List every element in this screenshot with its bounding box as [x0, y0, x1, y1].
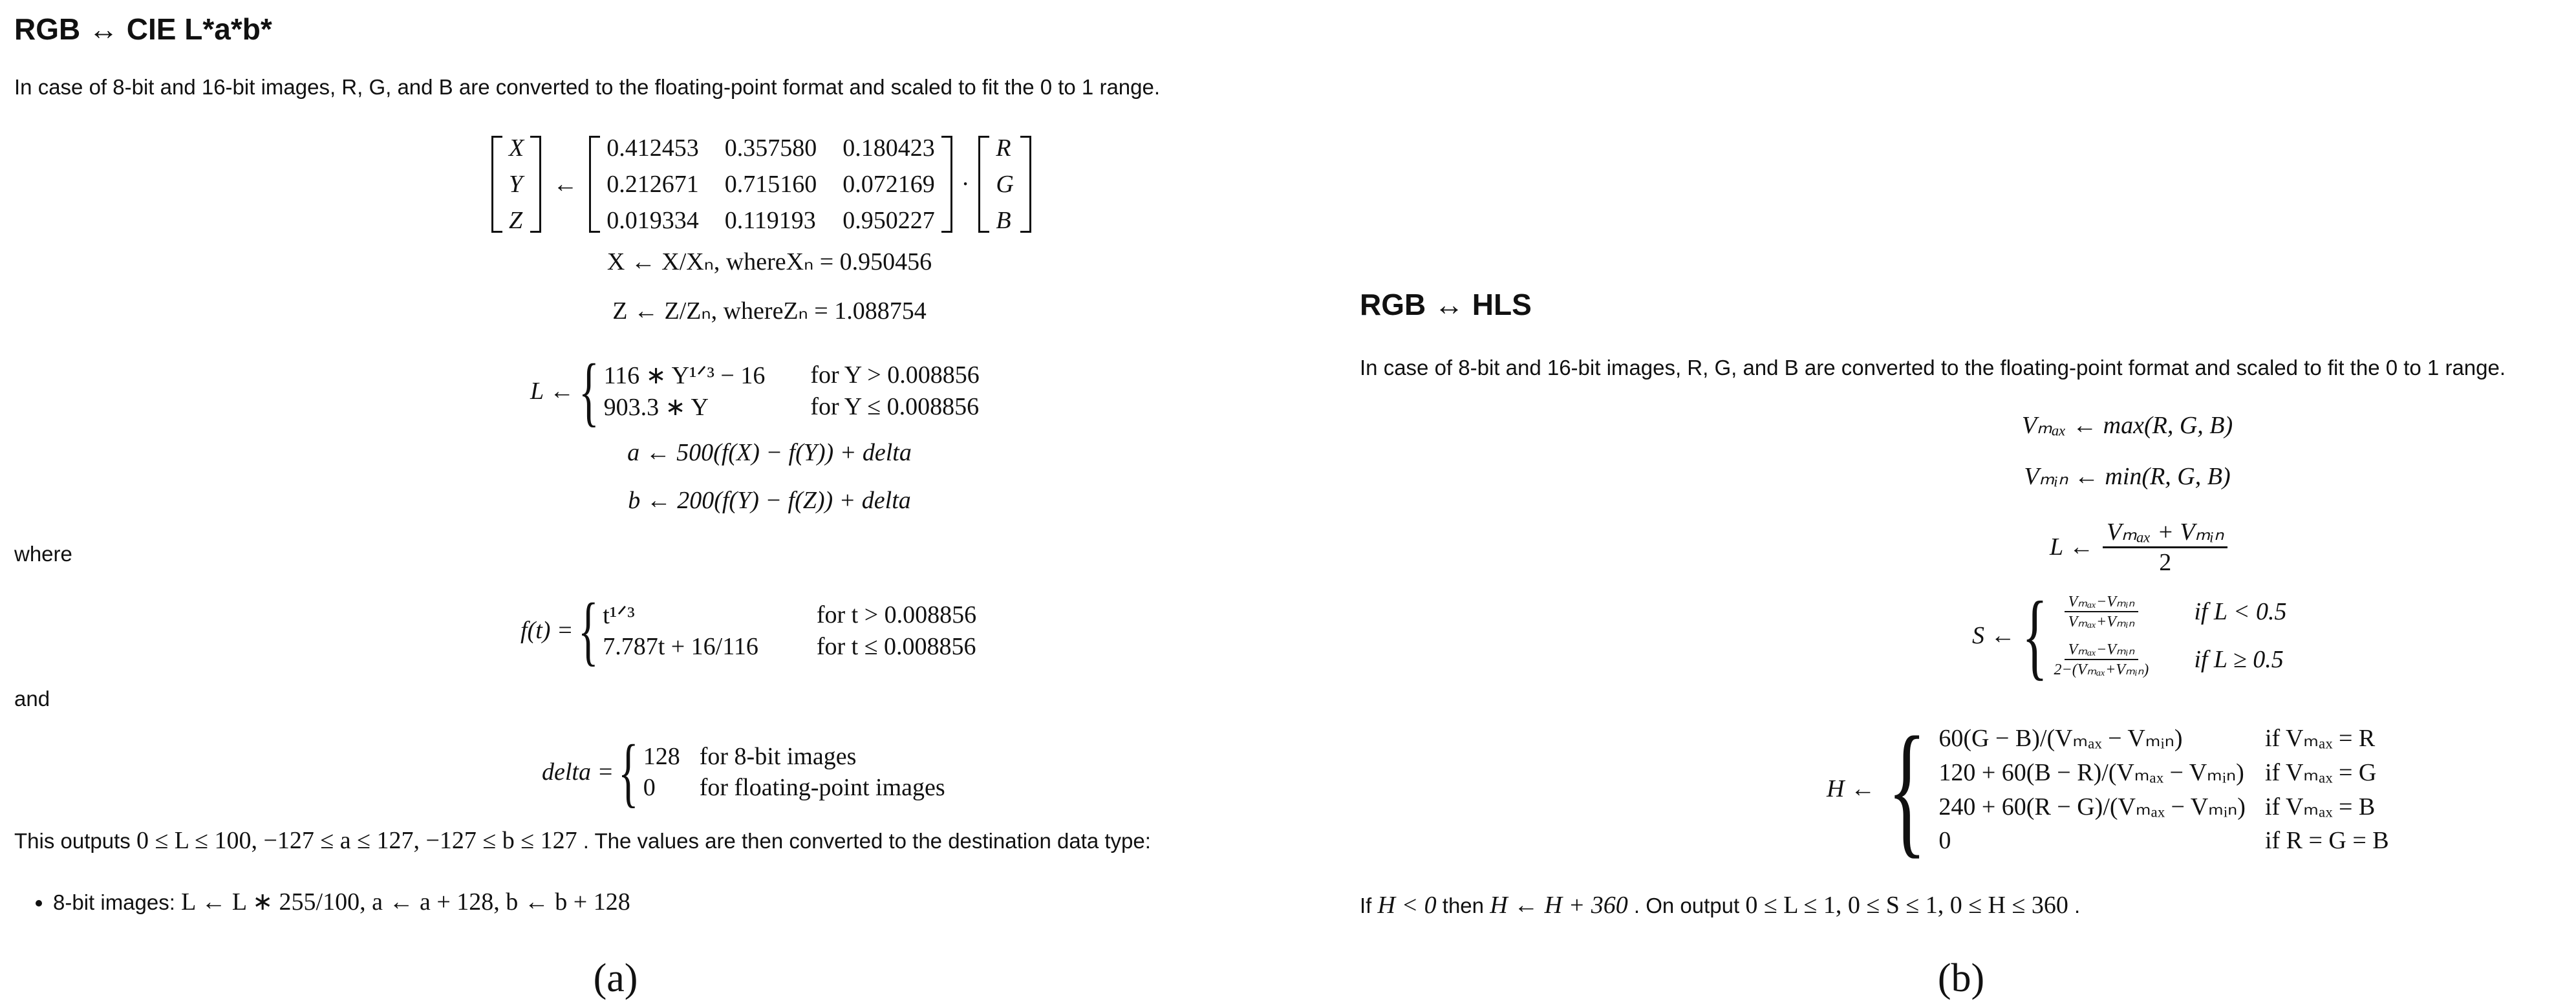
eq-vmax: Vₘₐₓ ← max(R, G, B)	[2021, 412, 2233, 439]
section-title-rgb-hls: RGB ↔ HLS	[1360, 288, 1532, 321]
eq-f-piecewise: f(t) = { t¹ᐟ³ for t > 0.008856 7.787t + 16/116 for t ≤ 0.008856	[521, 587, 977, 673]
eq-a: a ← 500(f(X) − f(Y)) + delta	[627, 439, 912, 466]
eq-S-piecewise: S ← { $\frac{\text{Vₘₐₓ−Vₘᵢₙ}}{\text{Vₘₐₓ+Vₘᵢₙ}}$ if L < 0.5 $\frac{\text{Vₘₐₓ−Vₘᵢₙ}}{\text{2−(Vₘₐₓ+Vₘᵢₙ)}}$ if L ≥ 0.5	[1972, 582, 2287, 689]
where-text: where	[14, 542, 72, 566]
section-title-rgb-lab: RGB ↔ CIE L*a*b*	[14, 12, 272, 46]
eq-L-piecewise: L ← { 116 ∗ Y¹ᐟ³ − 16 for Y > 0.008856 903.3 ∗ Y for Y ≤ 0.008856	[530, 348, 980, 434]
bullet-list	[14, 887, 630, 916]
eq-zn: Z ← Z/Zₙ, whereZₙ = 1.088754	[612, 297, 927, 325]
eq-vmin: Vₘᵢₙ ← min(R, G, B)	[2024, 463, 2231, 490]
eq-H-piecewise: H ← { 60(G − B)/(Vₘₐₓ − Vₘᵢₙ) if Vₘₐₓ = R 120 + 60(B − R)/(Vₘₐₓ − Vₘᵢₙ) if Vₘₐₓ = G 240 + 60(R − G)/(Vₘₐₓ − Vₘᵢₙ) if Vₘₐₓ = B 0 if R = G = B	[1827, 706, 2389, 871]
caption-b: (b)	[1937, 956, 1985, 1000]
hls-output-text: If H < 0 then H ← H + 360 . On output 0 ≤ L ≤ 1, 0 ≤ S ≤ 1, 0 ≤ H ≤ 360 .	[1360, 892, 2081, 919]
intro-text: In case of 8-bit and 16-bit images, R, G, and B are converted to the floating-point format and scaled to fit the 0 to 1 range.	[14, 75, 1161, 99]
list-item: • 8-bit images: L ← L ∗ 255/100, a ← a + 128, b ← b + 128	[53, 887, 630, 916]
eq-L-hls: L ← $\frac{\text{Vₘₐₓ + Vₘᵢₙ}}{2}$	[2050, 517, 2227, 577]
intro-text-hls: In case of 8-bit and 16-bit images, R, G, and B are converted to the floating-point format and scaled to fit the 0 to 1 range.	[1360, 356, 2506, 380]
arrow: ←	[553, 171, 578, 198]
xyz-matrix-equation: X Y Z ← 0.412453 0.357580 0.180423 0.212671 0.715160 0.072169 0.019334 0.119193 0.950227 · R G B	[491, 136, 1031, 233]
and-text: and	[14, 687, 50, 711]
eq-xn: X ← X/Xₙ, whereXₙ = 0.950456	[606, 248, 932, 275]
caption-a: (a)	[593, 956, 638, 1000]
coefficient-matrix: 0.412453 0.357580 0.180423 0.212671 0.715160 0.072169 0.019334 0.119193 0.950227	[606, 134, 935, 234]
outputs-text: This outputs 0 ≤ L ≤ 100, −127 ≤ a ≤ 127, −127 ≤ b ≤ 127 . The values are then converted to the destination data type:	[14, 827, 1151, 854]
eq-delta-piecewise: delta = { 128 for 8-bit images 0 for floating-point images	[542, 729, 945, 815]
eq-b: b ← 200(f(Y) − f(Z)) + delta	[628, 487, 911, 514]
